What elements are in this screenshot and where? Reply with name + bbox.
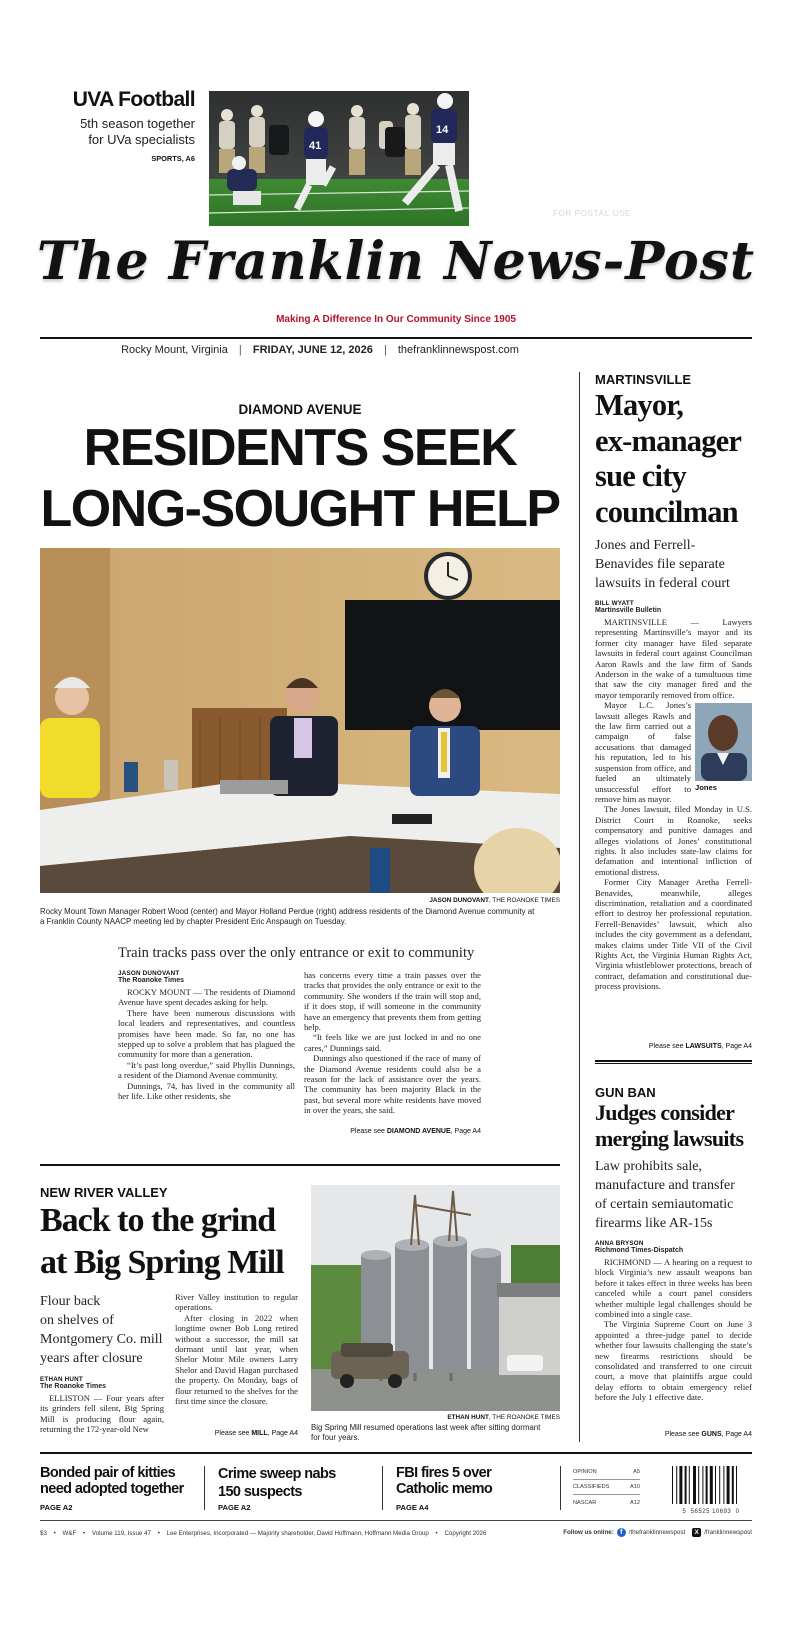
barcode-bar: [732, 1466, 734, 1504]
footer-price: $3: [40, 1530, 47, 1537]
teaser-fbi[interactable]: [396, 1465, 546, 1512]
lead-paragraph: There have been numerous discussions with local leaders and representatives, and countless promises have been made. So far, no one has stepped up to solve a problem that has plagued the community for more than a generation.: [118, 1007, 295, 1060]
index-row[interactable]: [573, 1465, 640, 1480]
teaser-crime[interactable]: [218, 1465, 368, 1512]
footer-days: W&F: [62, 1530, 77, 1537]
jump-prefix: Please see: [214, 1430, 252, 1437]
jump-suffix: , Page A4: [267, 1430, 298, 1437]
teaser-ref: SPORTS, A6: [151, 154, 195, 163]
headline-line: councilman: [595, 494, 738, 529]
footer-social: [556, 1528, 752, 1537]
barcode-bar: [676, 1466, 677, 1504]
mill-photo-credit: [311, 1414, 560, 1421]
barcode-bar: [689, 1466, 690, 1504]
x-icon[interactable]: X: [692, 1528, 701, 1537]
right2-headline[interactable]: [595, 1100, 755, 1152]
jump-ref: LAWSUITS: [685, 1043, 722, 1050]
mill-paragraph: River Valley institution to regular operations.: [175, 1292, 298, 1313]
barcode-bar: [715, 1466, 716, 1504]
right2-paragraph: RICHMOND — A hearing on a request to block Virginia’s new assault weapons ban before it takes effect in three weeks has been canceled while a court panel considers whether multiple legal challenges should be combined into a single case.: [595, 1257, 752, 1320]
photo-credit-name: ETHAN HUNT: [447, 1414, 489, 1421]
mill-cutline: Big Spring Mill resumed operations last week after sitting dormant for four years.: [311, 1423, 541, 1442]
right2-paragraph: The Virginia Supreme Court on June 3 appointed a three-judge panel to decide whether four lawsuits challenging the state’s new firearms restrictions should be consolidated and transferred to one circuit court, a move that plaintiffs argue could delay efforts to obtain emergency relief before the July 1 effective date.: [595, 1319, 752, 1403]
headline-line: merging lawsuits: [595, 1126, 744, 1151]
jump-ref: DIAMOND AVENUE: [386, 1128, 451, 1135]
postal-notice: FOR POSTAL USE: [553, 208, 632, 218]
teaser-kitties[interactable]: [40, 1465, 200, 1512]
mill-paragraph: ELLISTON — Four years after its grinders fell silent, Big Spring Mill is producing flour again, returning the 172-year-old New: [40, 1393, 164, 1435]
teaser-title-line: FBI fires 5 over: [396, 1465, 492, 1481]
dateline: [40, 344, 600, 358]
footer-copyright: Copyright 2026: [444, 1530, 487, 1537]
teaser-divider: [204, 1466, 205, 1510]
barcode-bar: [693, 1466, 696, 1504]
lead-byline-org: The Roanoke Times: [118, 977, 185, 984]
lead-column-2: [304, 970, 481, 1116]
teaser-rule: [40, 1452, 752, 1454]
barcode-bar: [706, 1466, 708, 1504]
deck-line: Law prohibits sale,: [595, 1159, 702, 1174]
masthead-name: The Franklin News-Post: [37, 231, 755, 292]
column-divider: [579, 372, 580, 1442]
photo-credit-org: , THE ROANOKE TIMES: [488, 897, 560, 904]
right2-byline-name: ANNA BRYSON: [595, 1240, 644, 1247]
masthead[interactable]: [30, 228, 762, 303]
teaser-divider: [382, 1466, 383, 1510]
lead-paragraph: “It feels like we are just locked in and no one cares,” Dunnings said.: [304, 1032, 481, 1053]
lead-paragraph: “It’s past long overdue,” said Phyllis Dunnings, a resident of the Diamond Avenue community.: [118, 1059, 295, 1081]
jump-prefix: Please see: [648, 1043, 686, 1050]
teaser-page: PAGE A2: [218, 1503, 251, 1512]
barcode-bar: [702, 1466, 703, 1504]
index-label: CLASSIFIEDS: [573, 1484, 610, 1490]
dateline-website[interactable]: thefranklinnewspost.com: [397, 344, 519, 356]
top-teaser[interactable]: [40, 86, 470, 226]
section-rule: [40, 1164, 560, 1166]
headline-line: Mayor,: [595, 388, 684, 422]
mill-headline-1[interactable]: Back to the grind: [40, 1202, 276, 1239]
teaser-page: PAGE A2: [40, 1503, 73, 1512]
footer-left: $3 • W&F • Volume 119, Issue 47 • Lee Enterprises, Incorporated — Majority shareholder, David Hoffmann, Hoffmann Media Group • Copyright 2026: [40, 1530, 487, 1537]
right2-byline-org: Richmond Times-Dispatch: [595, 1247, 684, 1254]
lead-photo-credit: [40, 897, 560, 904]
jump-suffix: , Page A4: [721, 1431, 752, 1438]
headline-line: Judges consider: [595, 1100, 735, 1125]
mill-deck-line: Flour back: [40, 1294, 101, 1309]
mill-byline-name: ETHAN HUNT: [40, 1376, 83, 1383]
jump-suffix: , Page A4: [450, 1128, 481, 1135]
mugshot-wrap: [695, 703, 752, 792]
footer-volume: Volume 119, Issue 47: [91, 1530, 151, 1537]
barcode-bar: [710, 1466, 713, 1504]
football-photo: [209, 91, 469, 226]
mill-deck: [40, 1292, 170, 1368]
index-page: A12: [630, 1499, 640, 1506]
lead-deck: Train tracks pass over the only entrance or exit to community: [118, 945, 475, 961]
jump-prefix: Please see: [664, 1431, 702, 1438]
right1-paragraph: Former City Manager Aretha Ferrell-Benavides, meanwhile, alleges discrimination, retaliation and a coordinated effort to destroy her professional reputation. Ferrell-Benavides’ lawsuit, which also includes the city government as a defendant, makes claims under Title VII of the Civil Rights Act, the Virginia Human Rights Act, Virginia whistleblower protections, breach of contract, defamation and constitutional due-process provisions.: [595, 877, 752, 992]
deck-line: firearms like AR-15s: [595, 1216, 713, 1231]
mugshot-photo: [695, 703, 752, 781]
lead-headline-2[interactable]: LONG-SOUGHT HELP: [40, 480, 560, 538]
mill-column-1: [40, 1376, 164, 1435]
right2-deck: [595, 1157, 755, 1233]
right1-byline-org: Martinsville Bulletin: [595, 607, 662, 614]
mill-deck-line: Montgomery Co. mill: [40, 1332, 163, 1347]
facebook-icon[interactable]: f: [617, 1528, 626, 1537]
lead-byline-name: JASON DUNOVANT: [118, 970, 180, 977]
masthead-rule: [40, 337, 752, 339]
dateline-separator: |: [238, 344, 242, 356]
barcode-bar: [672, 1466, 673, 1504]
teaser-title-line: need adopted together: [40, 1481, 184, 1497]
right1-headline[interactable]: [595, 388, 755, 530]
teaser-title-line: Catholic memo: [396, 1481, 493, 1497]
dateline-separator: |: [383, 344, 387, 356]
headline-line: ex-manager: [595, 423, 742, 458]
photo-credit-org: , THE ROANOKE TIMES: [488, 1414, 560, 1421]
lead-cutline: Rocky Mount Town Manager Robert Wood (center) and Mayor Holland Perdue (right) address residents of the Diamond Avenue community at a Franklin County NAACP meeting led by chapter President Eric Anspaugh on Tuesday.: [40, 907, 535, 926]
photo-credit-name: JASON DUNOVANT: [429, 897, 489, 904]
footer-facebook[interactable]: /thefranklinnewspost: [628, 1529, 686, 1536]
dateline-date: FRIDAY, JUNE 12, 2026: [252, 344, 373, 356]
barcode-bar: [736, 1466, 737, 1504]
teaser-title-line: Crime sweep nabs: [218, 1466, 336, 1482]
right1-paragraph: Mayor L.C. Jones’s lawsuit alleges Rawls and the law firm carried out a campaign of false accusations that damaged his reputation, led to his suspension from office, and fueled an ultimately unsuccessful effort to remove him as mayor.: [595, 700, 691, 804]
barcode-bar: [679, 1466, 682, 1504]
right1-byline-name: BILL WYATT: [595, 600, 634, 607]
right1-paragraph: MARTINSVILLE — Lawyers representing Martinsville’s mayor and its former city manager have filed separate lawsuits in federal court against Councilman Aaron Rawls and the law firm of Sands Anderson in the wake of a tumultuous time that saw the city manager fired and the mayor temporarily removed from office.: [595, 617, 752, 700]
deck-line: manufacture and transfer: [595, 1178, 735, 1193]
mill-deck-line: years after closure: [40, 1351, 143, 1366]
jump-ref: GUNS: [701, 1431, 722, 1438]
footer-follow: Follow us online:: [563, 1529, 614, 1536]
barcode-bars: [670, 1466, 752, 1504]
barcode: [670, 1466, 752, 1515]
right2-body: [595, 1240, 752, 1403]
jump-prefix: Please see: [350, 1128, 387, 1135]
footer-ownership: Lee Enterprises, Incorporated — Majority shareholder, David Hoffmann, Hoffmann Media Group: [166, 1530, 429, 1537]
barcode-number: 5 56525 10693 0: [682, 1509, 740, 1515]
index-box: [573, 1465, 640, 1510]
right2-jump[interactable]: [595, 1431, 752, 1438]
dateline-location: Rocky Mount, Virginia: [121, 344, 228, 356]
mill-deck-line: on shelves of: [40, 1313, 114, 1328]
lead-paragraph: Dunnings, 74, has lived in the community all her life. Like other residents, she: [118, 1080, 295, 1102]
teaser-subtitle-2: for UVa specialists: [88, 132, 195, 147]
teaser-page: PAGE A4: [396, 1503, 429, 1512]
index-page: A10: [630, 1484, 640, 1490]
index-row[interactable]: [573, 1495, 640, 1510]
barcode-bar: [698, 1466, 699, 1504]
lead-paragraph: Dunnings also questioned if the race of many of the Diamond Avenue residents could also be a reason for the lack of assistance over the years. The community has been majority Black in the past, but several more white residents have moved in over the years, she said.: [304, 1053, 481, 1116]
index-page: A5: [633, 1469, 640, 1475]
footer-rule: [40, 1520, 752, 1521]
lead-jump[interactable]: [304, 1128, 481, 1135]
right1-body: [595, 600, 752, 992]
deck-line: lawsuits in federal court: [595, 576, 730, 591]
mugshot-caption: Jones: [695, 783, 717, 793]
right2-kicker: GUN BAN: [595, 1085, 656, 1100]
barcode-bar: [719, 1466, 720, 1504]
index-label: OPINION: [573, 1469, 597, 1475]
mill-jump[interactable]: [175, 1430, 298, 1437]
right1-deck: [595, 536, 755, 593]
mill-paragraph: After closing in 2022 when longtime owner Bob Long retired without a successor, the mill sat dormant until last year, when Shelor Motor Mile owners Larry Shelor and David Hagan purchased the property. On Monday, bags of flour returned to the shelves for the first time since the closure.: [175, 1312, 298, 1407]
teaser-subtitle-1: 5th season together: [80, 116, 195, 131]
right1-kicker: MARTINSVILLE: [595, 372, 692, 387]
mill-headline-2[interactable]: at Big Spring Mill: [40, 1244, 284, 1281]
lead-kicker: DIAMOND AVENUE: [238, 402, 362, 417]
barcode-bar: [685, 1466, 687, 1504]
deck-line: of certain semiautomatic: [595, 1197, 734, 1212]
mill-column-2: [175, 1292, 298, 1406]
index-row[interactable]: [573, 1480, 640, 1495]
teaser-title-line: Bonded pair of kitties: [40, 1465, 176, 1481]
deck-line: Jones and Ferrell-: [595, 538, 696, 553]
mill-byline-org: The Roanoke Times: [40, 1383, 107, 1390]
barcode-bar: [723, 1466, 724, 1504]
right1-paragraph: The Jones lawsuit, filed Monday in U.S. District Court in Roanoke, seeks compensatory and punitive damages and alleges violations of Jones’ constitutional rights. It also includes state-law claims for defamation and intentional infliction of emotional distress.: [595, 804, 752, 877]
teaser-title-line: 150 suspects: [218, 1484, 302, 1500]
lead-paragraph: ROCKY MOUNT — The residents of Diamond Avenue have spent decades asking for help.: [118, 987, 295, 1008]
deck-line: Benavides file separate: [595, 557, 725, 572]
teaser-title: UVA Football: [72, 88, 195, 111]
lead-headline-1[interactable]: RESIDENTS SEEK: [83, 419, 517, 477]
jump-suffix: , Page A4: [721, 1043, 752, 1050]
right1-jump[interactable]: [595, 1043, 752, 1050]
mill-kicker: NEW RIVER VALLEY: [40, 1185, 168, 1200]
lead-column-1: [118, 970, 295, 1101]
lead-paragraph: has concerns every time a train passes over the tracks that provides the only entrance or exit to the community. She wonders if the train will stop and, if it does stop, if will someone in the community have an emergency that prevents them from getting help.: [304, 970, 481, 1033]
index-label: NASCAR: [573, 1499, 597, 1506]
teaser-divider: [560, 1466, 561, 1510]
masthead-tagline: Making A Difference In Our Community Since 1905: [276, 314, 516, 325]
lead-photo: [40, 548, 560, 893]
jump-ref: MILL: [251, 1430, 268, 1437]
barcode-bar: [727, 1466, 730, 1504]
headline-line: sue city: [595, 459, 687, 493]
footer-x[interactable]: /franklinnewspost: [704, 1529, 752, 1536]
svg-text:41: 41: [309, 140, 322, 152]
right-section-rule: [595, 1060, 752, 1064]
mill-photo: [311, 1185, 560, 1411]
svg-text:14: 14: [436, 124, 449, 136]
